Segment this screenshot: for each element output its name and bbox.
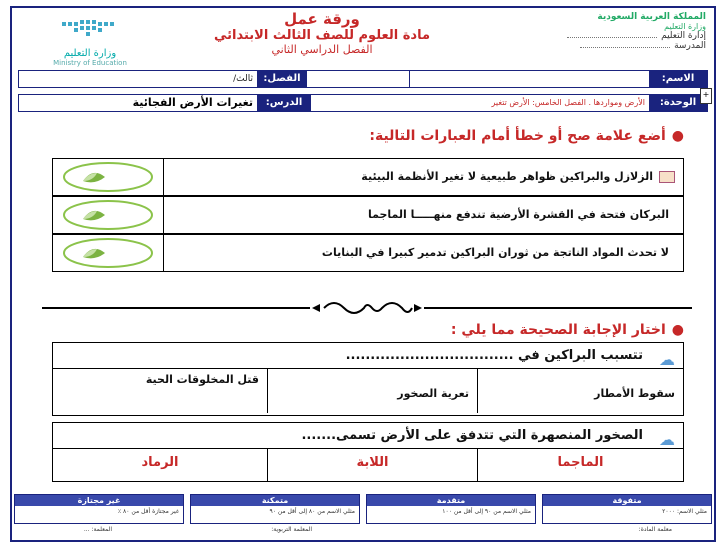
ministry-name-en: Ministry of Education	[53, 59, 127, 67]
option-rain[interactable]: سقوط الأمطار	[477, 369, 683, 413]
options-row	[53, 448, 683, 481]
footer-signatures: معلمة المادة: المعلمة التربوية: المعلمة: ...	[83, 526, 672, 533]
section1-heading: ●أضع علامة صح أو خطأ أمام العبارات التالية:	[369, 128, 684, 144]
title-block	[172, 10, 472, 56]
statement-row-2	[52, 196, 684, 234]
subject-title: مادة العلوم للصف الثالث الابتدائي	[213, 28, 430, 43]
grade-cell-failed: غير مجتازة غير مجتازة أقل من ٨٠ ٪	[14, 494, 184, 524]
question-text: ☁ الصخور المنصهرة التي تتدفق على الأرض تسمى.......	[53, 423, 683, 449]
statement-row-3	[52, 234, 684, 272]
worksheet-title: ورقة عمل	[284, 10, 360, 28]
ministry-logo-icon	[30, 18, 150, 48]
info-row-unit	[18, 94, 708, 112]
statement-text: الزلازل والبراكين ظواهر طبيعية لا تغير الأنظمة البيئية	[361, 170, 653, 183]
ministry-small: وزارة التعليم	[664, 22, 706, 31]
kingdom-block	[526, 12, 706, 51]
options-row	[53, 368, 683, 415]
name-label: الاسم:	[649, 71, 707, 87]
grade-cell-competent: متمكنة مثلي الاسم من ٨٠ إلى أقل من ٩٠	[190, 494, 360, 524]
leaf-image	[53, 235, 164, 271]
cloud-icon: ☁	[659, 350, 675, 369]
worksheet-page	[10, 6, 716, 542]
option-kill[interactable]: قتل المخلوقات الحية	[145, 373, 259, 386]
option-magma[interactable]: الماجما	[477, 449, 683, 481]
unit-label: الوحدة:	[649, 95, 707, 111]
option-ash[interactable]: الرماد	[141, 455, 179, 470]
leaf-image	[53, 159, 164, 195]
admin-line: إدارة التعليم	[526, 31, 706, 41]
lesson-field: تغيرات الأرض الفجائية	[132, 96, 253, 109]
bullet-icon: ●	[671, 128, 684, 144]
scroll-marker-icon: +	[700, 88, 712, 104]
ministry-logo	[30, 18, 150, 66]
statement-text: البركان فتحة في القشرة الأرضية تندفع منهـــــا الماجما	[367, 208, 669, 221]
leaf-image	[53, 197, 164, 233]
bullet-icon: ●	[671, 322, 684, 338]
lesson-label: الدرس:	[257, 95, 311, 111]
semester-title: الفصل الدراسي الثاني	[271, 43, 373, 56]
class-field[interactable]: ثالث/	[233, 74, 253, 84]
cloud-icon: ☁	[659, 430, 675, 449]
ministry-name: وزارة التعليم	[63, 48, 117, 59]
question-1	[52, 342, 684, 416]
info-row-name	[18, 70, 708, 88]
statement-text: لا تحدث المواد الناتجة من ثوران البراكين تدمير كبيرا في البنايات	[321, 246, 669, 259]
school-line: المدرسة	[526, 41, 706, 51]
name-field[interactable]	[409, 71, 649, 87]
unit-field: الأرض ومواردها . الفصل الخامس: الأرض تتغير	[491, 98, 645, 107]
statement-row-1	[52, 158, 684, 196]
option-erosion[interactable]: تعرية الصخور	[267, 369, 477, 413]
answer-box[interactable]	[659, 171, 675, 183]
question-text: ☁ تتسبب البراكين في ..................................	[53, 343, 683, 369]
section2-heading: ●اختار الإجابة الصحيحة مما يلي :	[450, 322, 684, 338]
grading-footer	[14, 494, 712, 533]
ornament-divider	[42, 298, 692, 318]
class-label: الفصل:	[257, 71, 307, 87]
header	[12, 8, 714, 72]
kingdom-name: المملكة العربية السعودية	[597, 12, 706, 22]
grade-cell-excellent: متفوقة مثلي الاسم: ٢٠٠٠	[542, 494, 712, 524]
question-2	[52, 422, 684, 482]
option-lava[interactable]: اللابة	[267, 449, 477, 481]
grade-cell-advanced: متقدمة مثلي الاسم من ٩٠ إلى أقل من ١٠٠	[366, 494, 536, 524]
